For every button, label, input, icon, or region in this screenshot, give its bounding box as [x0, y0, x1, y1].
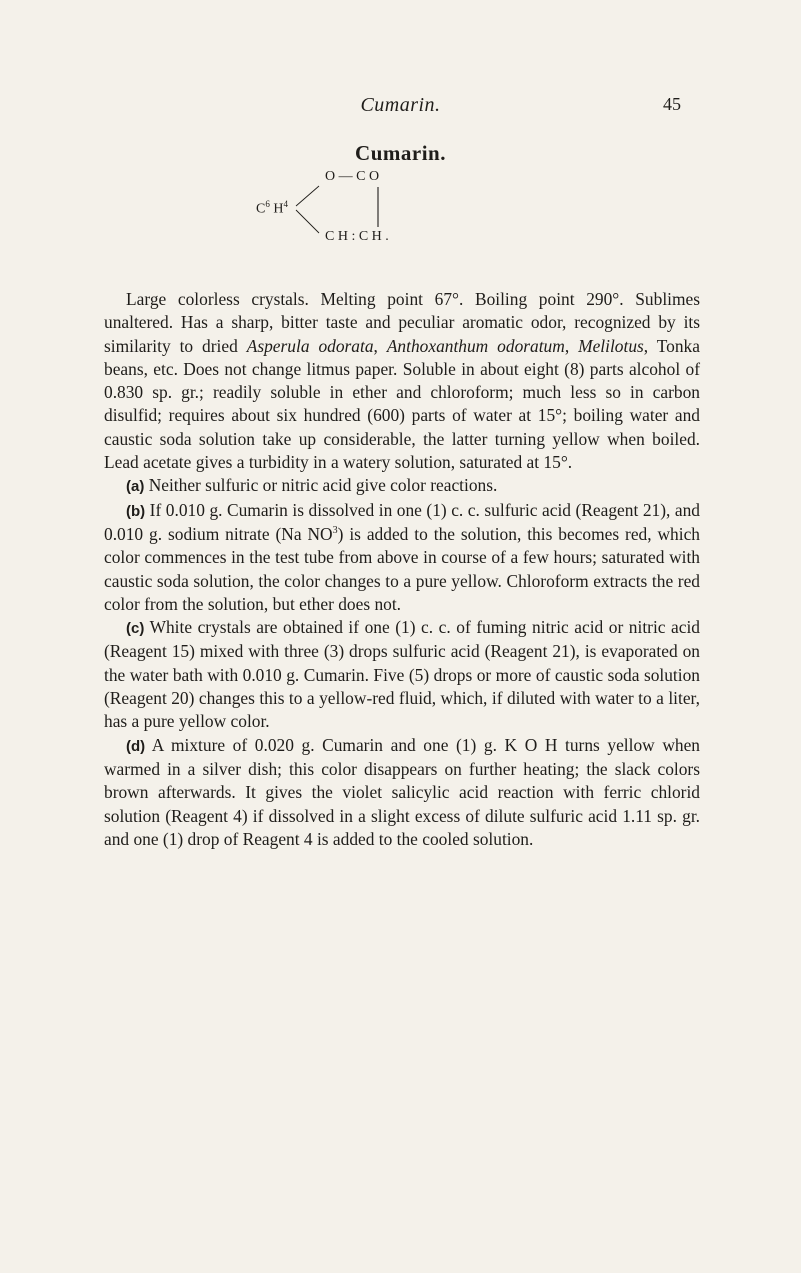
paragraph-label: (d) [126, 737, 146, 755]
formula-bottom-group: C H : C H . [325, 229, 389, 244]
formula-bonds [0, 0, 801, 260]
page-number: 45 [663, 94, 681, 114]
section-heading: Cumarin. [355, 141, 446, 165]
paragraph-a: (a) Neither sulfuric or nitric acid give color reactions. [126, 475, 498, 496]
paragraph-d: (d) A mixture of 0.020 g. Cumarin and one (1) g. K O H turns yellow when warmed in a silver dish; this color disappears on further heating; the slack colors brown afterwards. It gives the violet salicylic acid reaction with ferric chlorid solution (Reagent 4) if dissolved in a slight excess of dilute sulfuric acid 1.11 sp. gr. and one (1) drop of Reagent 4 is added to the cooled solution. [104, 734, 700, 849]
paragraph-label: (a) [126, 478, 145, 496]
formula-top-group: O — C O [325, 169, 380, 184]
paragraph-c: (c) White crystals are obtained if one (1) c. c. of fuming nitric acid or nitric acid (Reagent 15) mixed with three (3) drops sulfuric acid (Reagent 21), is evaporated on the water bath with 0.010 g. Cumarin. Five (5) drops or more of caustic soda solution (Reagent 20) changes this to a yellow-red fluid, which, if diluted with water to a liter, has a pure yellow color. [104, 617, 700, 732]
bond-to-ch [296, 210, 319, 233]
paragraph-label: (b) [126, 502, 146, 520]
body-text [104, 288, 700, 851]
paragraph-label: (c) [126, 620, 145, 638]
running-title: Cumarin. [360, 94, 441, 116]
intro-paragraph: Large colorless crystals. Melting point 67°. Boiling point 290°. Sublimes unaltered. Has a sharp, bitter taste and peculiar aromatic odor, recognized by its similarity to dried Asperula odorata, Anthoxanthum odoratum, Melilotus, Tonka beans, etc. Does not change litmus paper. Soluble in about eight (8) parts alcohol of 0.830 sp. gr.; readily soluble in ether and chloroform; much less so in carbon disulfid; requires about six hundred (600) parts of water at 15°; boiling water and caustic soda solution take up considerable, the latter turning yellow when boiled. Lead acetate gives a turbidity in a watery solution, saturated at 15°. [104, 289, 700, 473]
bond-to-oxygen [296, 186, 319, 206]
formula-left-group: $C^6$ $H^4$ [256, 199, 288, 217]
paragraph-b: (b) If 0.010 g. Cumarin is dissolved in one (1) c. c. sulfuric acid (Reagent 21), and 0.010 g. sodium nitrate (Na $NO^3$) is added to the solution, this becomes red, which color commences in the test tube from above in course of a few hours; saturated with caustic soda solution, the color changes to a pure yellow. Chloroform extracts the red color from the solution, but ether does not. [104, 499, 701, 614]
